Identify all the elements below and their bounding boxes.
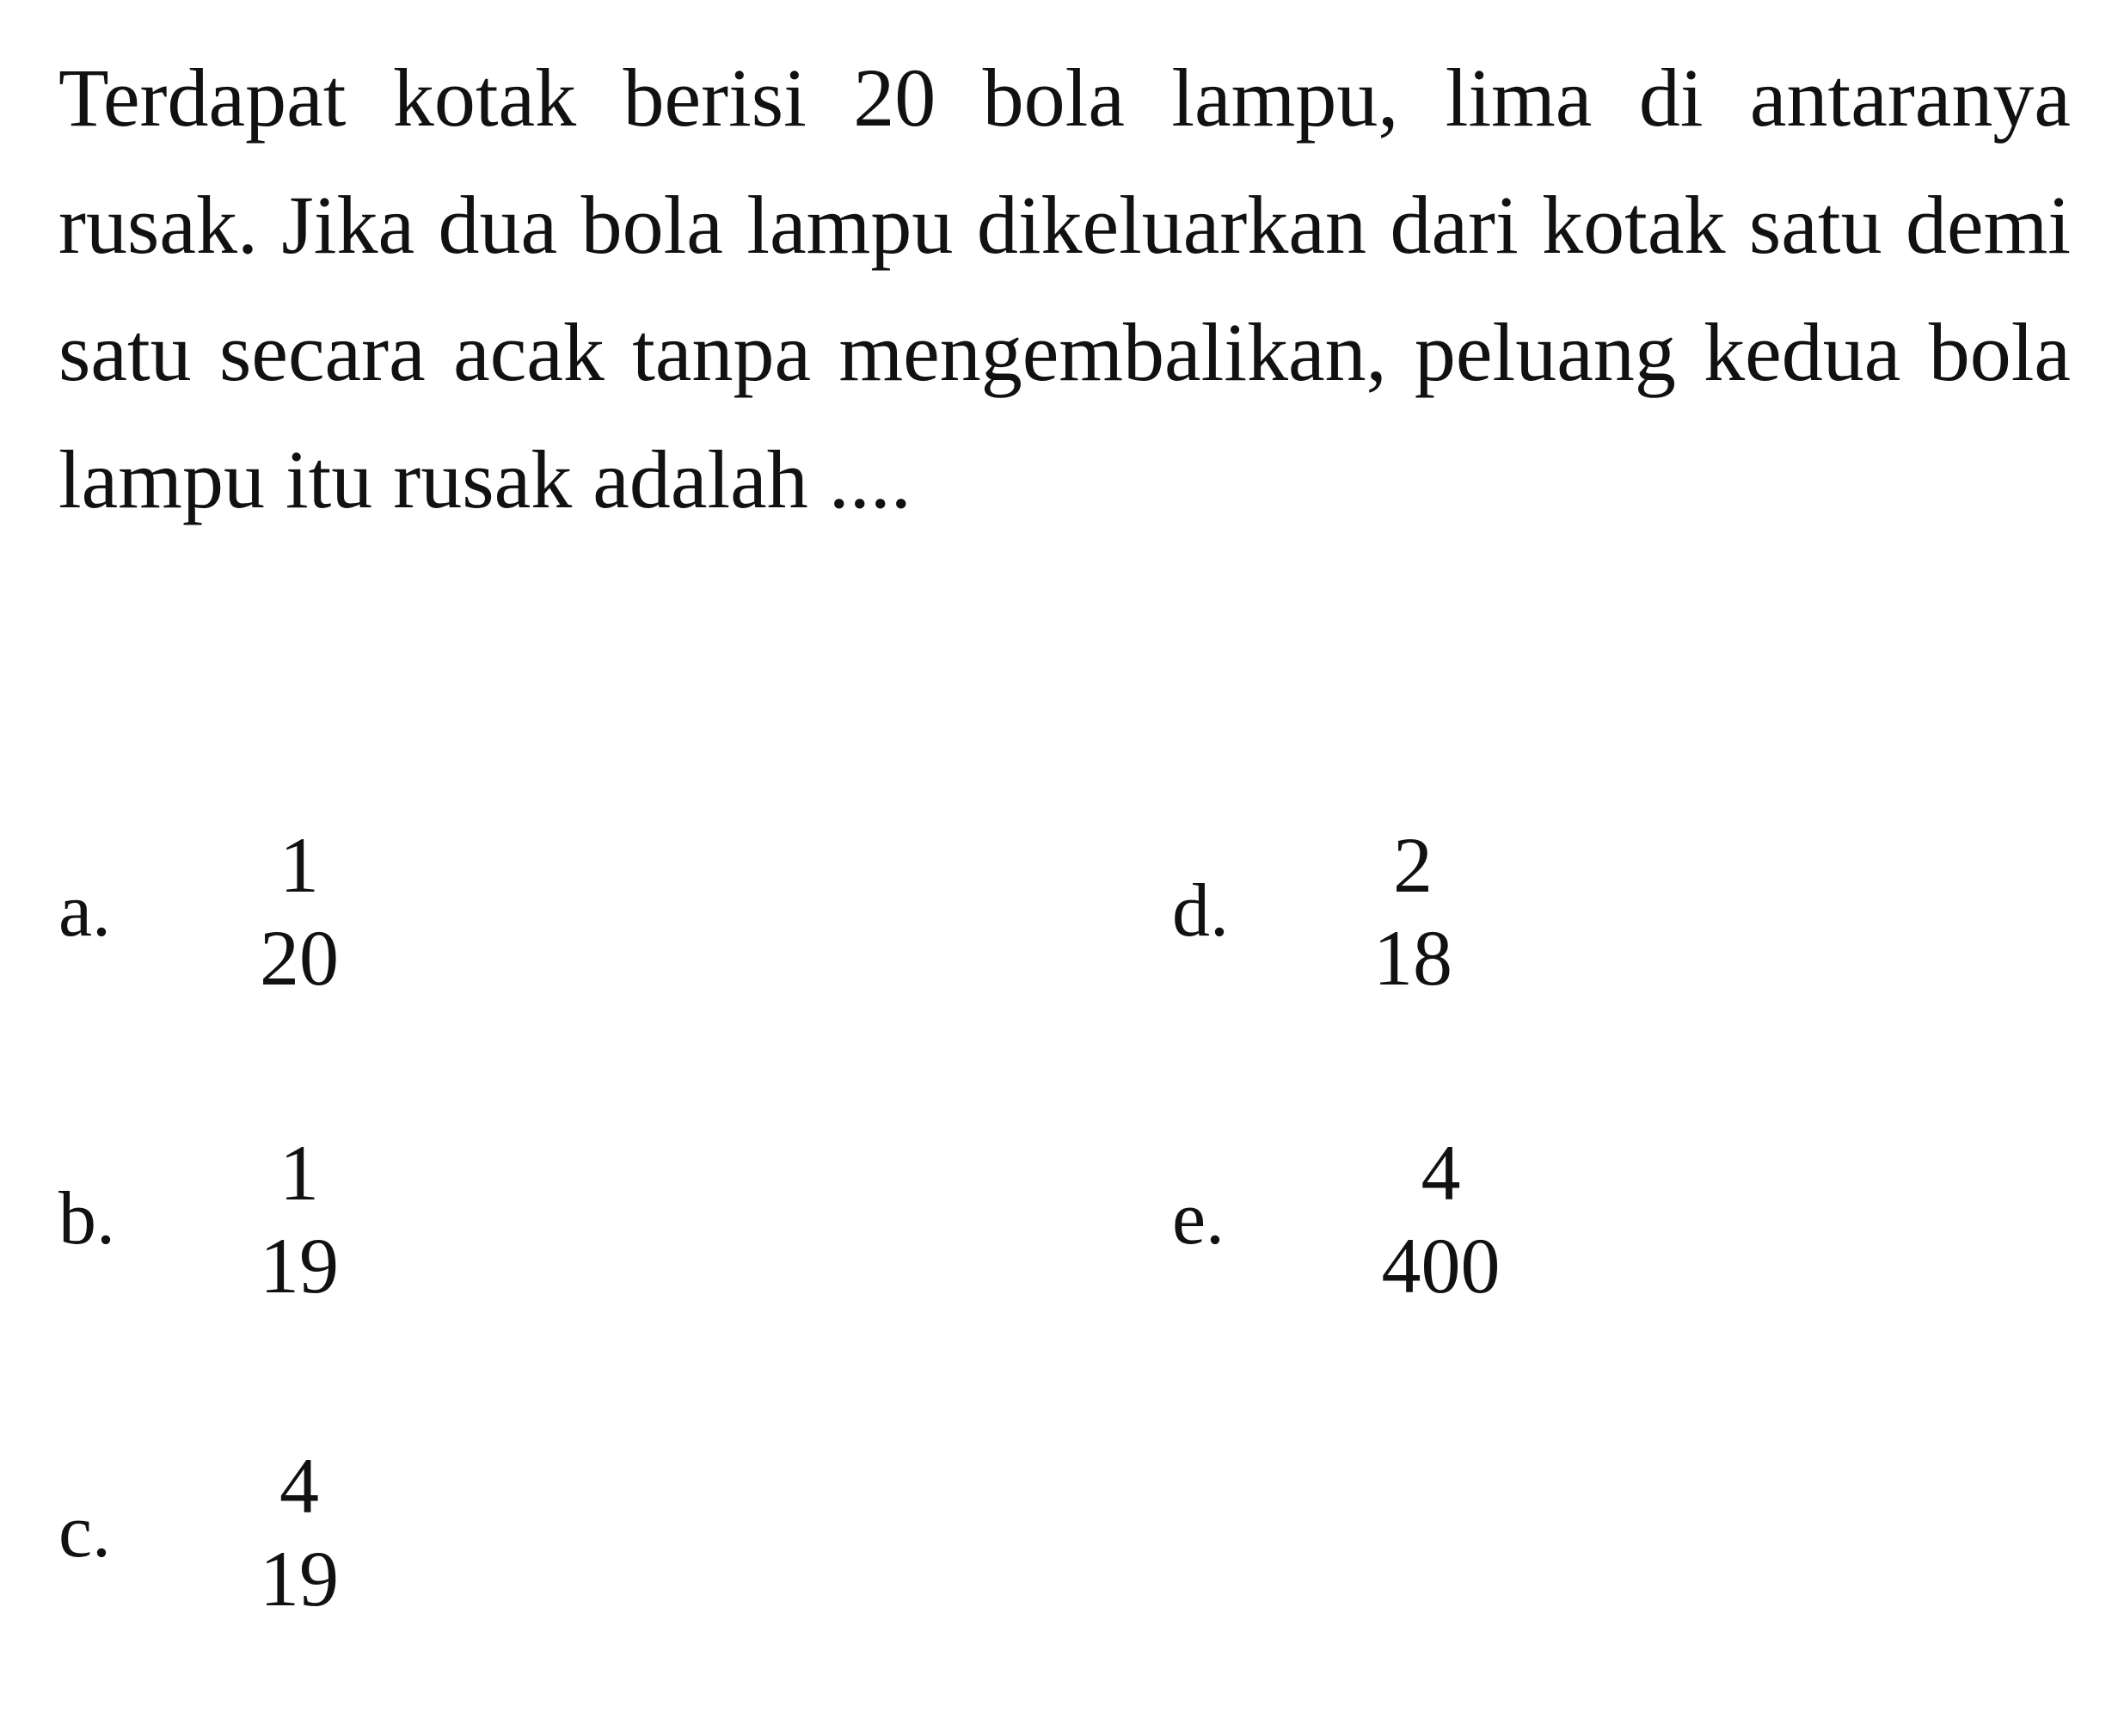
- option-letter: d.: [1172, 869, 1229, 953]
- fraction-numerator: 4: [279, 1442, 319, 1530]
- fraction-denominator: 19: [260, 1535, 339, 1623]
- fraction: [235, 1129, 364, 1310]
- fraction-denominator: 20: [260, 914, 339, 1002]
- option-letter: a.: [58, 869, 112, 953]
- fraction-denominator: 400: [1381, 1222, 1501, 1310]
- option-letter: e.: [1172, 1177, 1225, 1261]
- fraction: [1348, 821, 1477, 1002]
- option-letter: c.: [58, 1490, 112, 1573]
- fraction-denominator: 18: [1373, 914, 1452, 1002]
- question-text: Terdapat kotak berisi 20 bola lampu, lima di antaranya rusak. Jika dua bola lampu dikeluarkan dari kotak satu demi satu secara acak tanpa mengembalikan, peluang kedua bola lampu itu rusak adalah ....: [58, 52, 2071, 525]
- fraction-denominator: 19: [260, 1222, 339, 1310]
- fraction: [235, 1442, 364, 1623]
- fraction-numerator: 4: [1421, 1129, 1461, 1217]
- fraction: [235, 821, 364, 1002]
- fraction-numerator: 1: [279, 821, 319, 909]
- option-letter: b.: [58, 1177, 115, 1261]
- fraction-numerator: 1: [279, 1129, 319, 1217]
- fraction-numerator: 2: [1393, 821, 1433, 909]
- fraction: [1348, 1129, 1533, 1310]
